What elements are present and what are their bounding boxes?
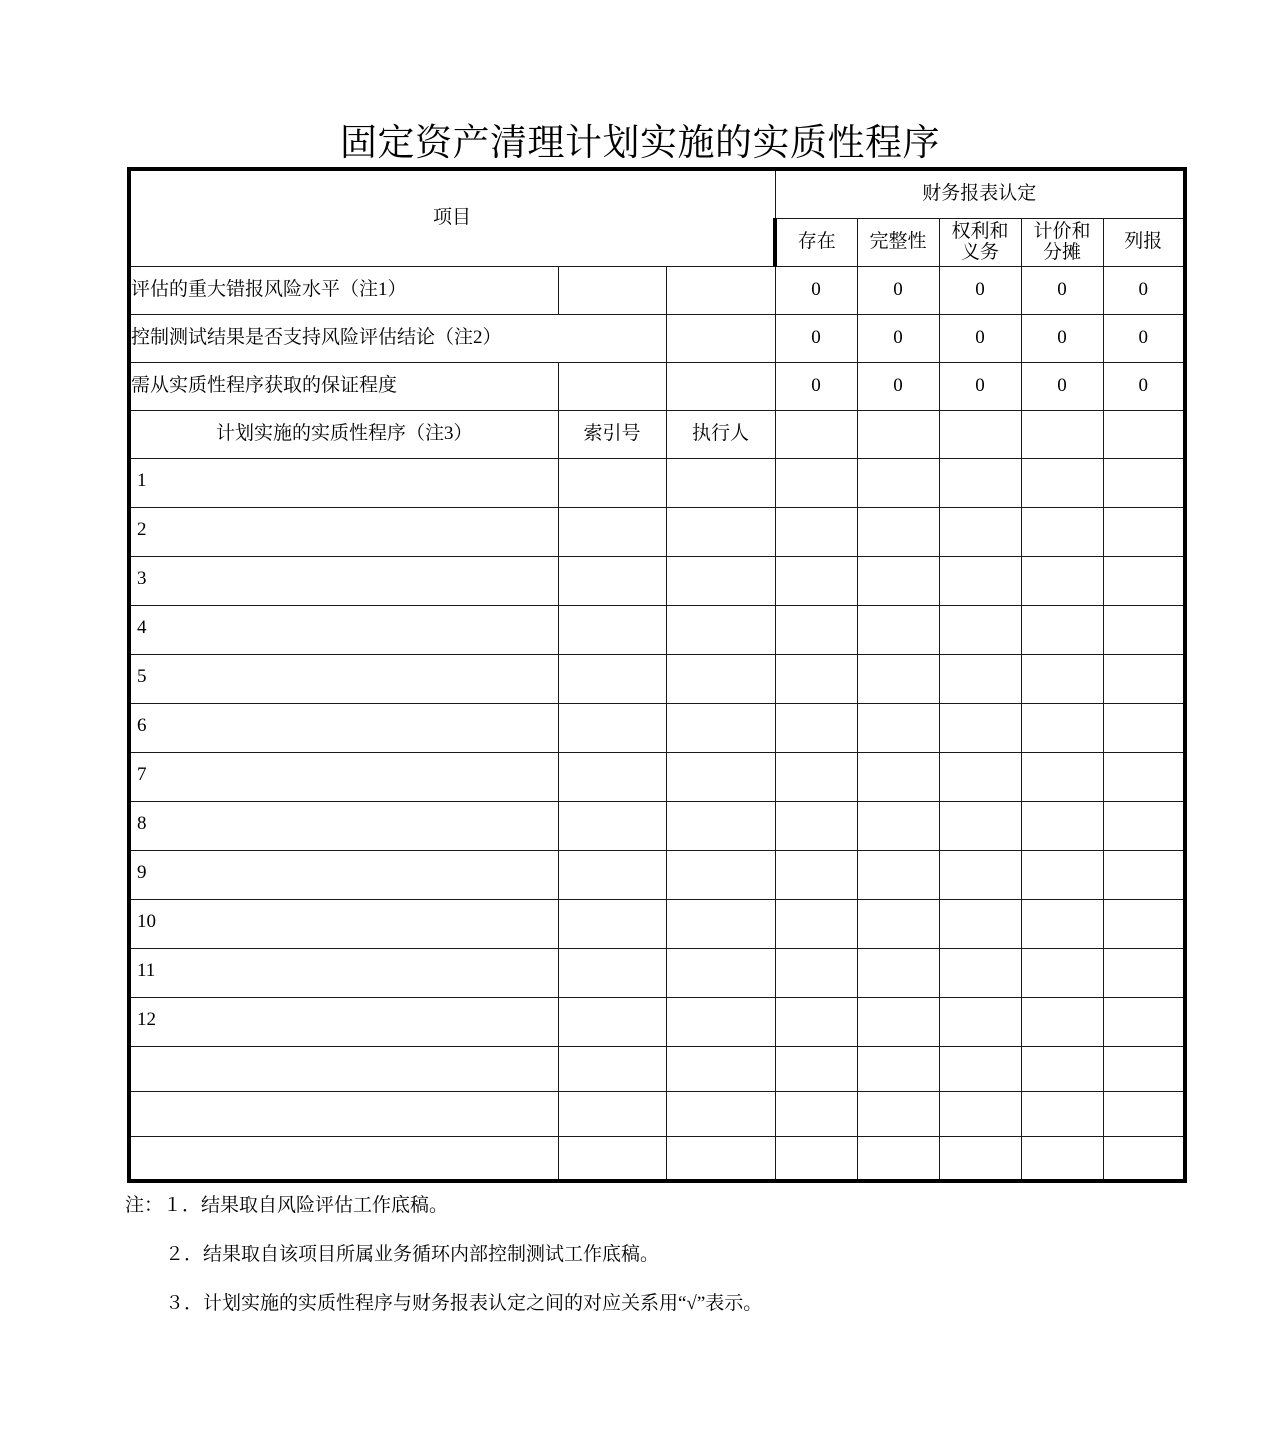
procedure-number: 7 xyxy=(137,764,147,785)
procedure-mark-completeness[interactable] xyxy=(857,801,939,850)
procedure-mark-completeness[interactable] xyxy=(857,850,939,899)
procedure-mark-completeness[interactable] xyxy=(857,1136,939,1181)
table-row xyxy=(129,801,1185,850)
procedure-mark-presentation[interactable] xyxy=(1103,556,1185,605)
procedure-mark-rights-obligations[interactable] xyxy=(939,458,1021,507)
procedure-number xyxy=(131,1156,558,1160)
procedure-mark-existence[interactable] xyxy=(775,1136,857,1181)
procedure-index-cell[interactable] xyxy=(558,1091,666,1136)
procedure-mark-rights-obligations[interactable] xyxy=(939,948,1021,997)
procedure-number-cell[interactable] xyxy=(129,801,558,850)
procedure-mark-rights-obligations[interactable] xyxy=(939,654,1021,703)
procedure-index-cell[interactable] xyxy=(558,1136,666,1181)
note-1: 注：１．结果取自风险评估工作底稿。 xyxy=(125,1195,449,1216)
procedure-mark-completeness[interactable] xyxy=(857,605,939,654)
procedure-mark-valuation-allocation[interactable] xyxy=(1021,752,1103,801)
control-test-result-value-rights-obligations[interactable]: 0 xyxy=(939,314,1021,362)
procedure-mark-rights-obligations[interactable] xyxy=(939,1091,1021,1136)
procedure-index-cell[interactable] xyxy=(558,997,666,1046)
procedure-number xyxy=(131,1067,558,1071)
procedure-number-cell[interactable] xyxy=(129,654,558,703)
procedure-index-cell[interactable] xyxy=(558,948,666,997)
procedure-mark-existence[interactable] xyxy=(775,1046,857,1091)
procedure-mark-valuation-allocation[interactable] xyxy=(1021,654,1103,703)
table-body xyxy=(129,169,1185,1181)
assurance-level-label: 需从实质性程序获取的保证程度 xyxy=(129,362,558,410)
table-row xyxy=(129,458,1185,507)
procedure-mark-existence[interactable] xyxy=(775,507,857,556)
procedure-executor-cell[interactable] xyxy=(666,997,775,1046)
procedure-mark-completeness[interactable] xyxy=(857,752,939,801)
header-assertion-rights-obligations xyxy=(939,218,1021,266)
header-assertion-valuation-allocation-line1: 计价和 xyxy=(1033,221,1091,242)
procedure-mark-valuation-allocation[interactable] xyxy=(1021,605,1103,654)
procedure-mark-rights-obligations[interactable] xyxy=(939,1136,1021,1181)
procedure-executor-cell[interactable] xyxy=(666,654,775,703)
procedure-header-label: 计划实施的实质性程序（注3） xyxy=(129,410,558,458)
table-row xyxy=(129,605,1185,654)
procedure-executor-cell[interactable] xyxy=(666,948,775,997)
assurance-level-value-valuation-allocation[interactable]: 0 xyxy=(1021,362,1103,410)
control-test-result-executor-cell[interactable] xyxy=(666,314,775,362)
procedure-mark-existence[interactable] xyxy=(775,948,857,997)
procedure-mark-valuation-allocation[interactable] xyxy=(1021,997,1103,1046)
procedure-mark-completeness[interactable] xyxy=(857,1091,939,1136)
risk-level-value-valuation-allocation[interactable]: 0 xyxy=(1021,266,1103,314)
procedure-mark-existence[interactable] xyxy=(775,605,857,654)
procedure-header-index: 索引号 xyxy=(558,410,666,458)
procedure-mark-rights-obligations[interactable] xyxy=(939,997,1021,1046)
procedure-number-cell[interactable] xyxy=(129,507,558,556)
procedure-mark-existence[interactable] xyxy=(775,801,857,850)
procedure-index-cell[interactable] xyxy=(558,850,666,899)
procedure-number: 6 xyxy=(137,715,147,736)
procedure-index-cell[interactable] xyxy=(558,605,666,654)
procedure-number-cell[interactable] xyxy=(129,703,558,752)
procedure-header-executor: 执行人 xyxy=(666,410,775,458)
risk-level-value-rights-obligations[interactable]: 0 xyxy=(939,266,1021,314)
procedure-mark-rights-obligations[interactable] xyxy=(939,556,1021,605)
control-test-result-value-completeness[interactable]: 0 xyxy=(857,314,939,362)
procedure-mark-valuation-allocation[interactable] xyxy=(1021,703,1103,752)
procedure-mark-rights-obligations[interactable] xyxy=(939,1046,1021,1091)
assurance-level-value-existence[interactable]: 0 xyxy=(775,362,857,410)
procedure-mark-rights-obligations[interactable] xyxy=(939,801,1021,850)
table-row xyxy=(129,997,1185,1046)
procedure-mark-rights-obligations[interactable] xyxy=(939,850,1021,899)
procedure-number-cell[interactable] xyxy=(129,1136,558,1181)
procedure-header-blank-valuation-allocation xyxy=(1021,410,1103,458)
header-item: 项目 xyxy=(129,169,775,266)
header-assertion-rights-obligations-line2: 义务 xyxy=(961,242,1000,263)
control-test-result-value-presentation[interactable]: 0 xyxy=(1103,314,1185,362)
procedure-mark-completeness[interactable] xyxy=(857,1046,939,1091)
table-row xyxy=(129,1046,1185,1091)
risk-level-value-presentation[interactable]: 0 xyxy=(1103,266,1185,314)
procedure-mark-presentation[interactable] xyxy=(1103,458,1185,507)
table-row xyxy=(129,899,1185,948)
procedure-number: 1 xyxy=(137,470,147,491)
table-row xyxy=(129,752,1185,801)
procedure-mark-completeness[interactable] xyxy=(857,556,939,605)
procedure-mark-valuation-allocation[interactable] xyxy=(1021,948,1103,997)
procedure-mark-valuation-allocation[interactable] xyxy=(1021,1136,1103,1181)
procedure-mark-existence[interactable] xyxy=(775,850,857,899)
procedure-mark-presentation[interactable] xyxy=(1103,605,1185,654)
procedure-mark-existence[interactable] xyxy=(775,458,857,507)
procedure-mark-presentation[interactable] xyxy=(1103,997,1185,1046)
header-assertion-completeness: 完整性 xyxy=(857,218,939,266)
risk-level-value-completeness[interactable]: 0 xyxy=(857,266,939,314)
header-assertion-valuation-allocation xyxy=(1021,218,1103,266)
procedure-mark-valuation-allocation[interactable] xyxy=(1021,507,1103,556)
procedure-executor-cell[interactable] xyxy=(666,1136,775,1181)
assurance-level-executor-cell[interactable] xyxy=(666,362,775,410)
table-row xyxy=(129,654,1185,703)
procedure-index-cell[interactable] xyxy=(558,654,666,703)
procedure-mark-completeness[interactable] xyxy=(857,899,939,948)
procedure-mark-valuation-allocation[interactable] xyxy=(1021,899,1103,948)
table-row-control-test-result xyxy=(129,314,1185,362)
procedure-mark-valuation-allocation[interactable] xyxy=(1021,1046,1103,1091)
procedure-mark-presentation[interactable] xyxy=(1103,703,1185,752)
assurance-level-value-presentation[interactable]: 0 xyxy=(1103,362,1185,410)
procedure-number-cell[interactable] xyxy=(129,458,558,507)
procedure-mark-presentation[interactable] xyxy=(1103,850,1185,899)
procedure-number-cell[interactable] xyxy=(129,948,558,997)
procedure-header-blank-existence xyxy=(775,410,857,458)
procedure-mark-rights-obligations[interactable] xyxy=(939,899,1021,948)
procedure-index-cell[interactable] xyxy=(558,458,666,507)
procedure-executor-cell[interactable] xyxy=(666,752,775,801)
procedure-executor-cell[interactable] xyxy=(666,507,775,556)
procedure-number: 10 xyxy=(137,911,156,932)
table-row xyxy=(129,556,1185,605)
header-assertion-rights-obligations-line1: 权利和 xyxy=(951,221,1009,242)
procedure-mark-presentation[interactable] xyxy=(1103,899,1185,948)
procedure-mark-presentation[interactable] xyxy=(1103,948,1185,997)
procedure-index-cell[interactable] xyxy=(558,703,666,752)
procedure-executor-cell[interactable] xyxy=(666,703,775,752)
control-test-result-value-valuation-allocation[interactable]: 0 xyxy=(1021,314,1103,362)
procedure-executor-cell[interactable] xyxy=(666,1091,775,1136)
procedure-executor-cell[interactable] xyxy=(666,850,775,899)
procedure-mark-completeness[interactable] xyxy=(857,507,939,556)
risk-level-index-cell[interactable] xyxy=(558,266,666,314)
procedure-executor-cell[interactable] xyxy=(666,556,775,605)
procedure-mark-rights-obligations[interactable] xyxy=(939,507,1021,556)
procedure-mark-rights-obligations[interactable] xyxy=(939,752,1021,801)
procedure-mark-valuation-allocation[interactable] xyxy=(1021,801,1103,850)
procedure-mark-completeness[interactable] xyxy=(857,654,939,703)
procedure-mark-existence[interactable] xyxy=(775,899,857,948)
assurance-level-value-completeness[interactable]: 0 xyxy=(857,362,939,410)
procedure-mark-presentation[interactable] xyxy=(1103,1046,1185,1091)
procedure-number-cell[interactable] xyxy=(129,605,558,654)
page-title: 固定资产清理计划实施的实质性程序 xyxy=(340,121,940,170)
note-2: ２．结果取自该项目所属业务循环内部控制测试工作底稿。 xyxy=(165,1244,660,1265)
table-row-procedure-header xyxy=(129,410,1185,458)
procedure-number-cell[interactable] xyxy=(129,997,558,1046)
procedure-number: 9 xyxy=(137,862,147,883)
procedure-header-blank-presentation xyxy=(1103,410,1185,458)
table-row xyxy=(129,1136,1185,1181)
procedure-mark-rights-obligations[interactable] xyxy=(939,703,1021,752)
procedure-mark-valuation-allocation[interactable] xyxy=(1021,556,1103,605)
note-3: ３．计划实施的实质性程序与财务报表认定之间的对应关系用“√”表示。 xyxy=(165,1293,763,1314)
procedure-mark-existence[interactable] xyxy=(775,1091,857,1136)
procedure-mark-presentation[interactable] xyxy=(1103,654,1185,703)
procedure-number-cell[interactable] xyxy=(129,899,558,948)
risk-level-label: 评估的重大错报风险水平（注1） xyxy=(129,266,558,314)
procedure-number: 3 xyxy=(137,568,147,589)
header-assertion-presentation: 列报 xyxy=(1103,218,1185,266)
procedure-number-cell[interactable] xyxy=(129,556,558,605)
procedure-mark-existence[interactable] xyxy=(775,556,857,605)
table-row xyxy=(129,948,1185,997)
procedure-mark-valuation-allocation[interactable] xyxy=(1021,850,1103,899)
assurance-level-index-cell[interactable] xyxy=(558,362,666,410)
procedure-mark-existence[interactable] xyxy=(775,752,857,801)
procedure-number xyxy=(131,1112,558,1116)
procedure-mark-rights-obligations[interactable] xyxy=(939,605,1021,654)
procedure-executor-cell[interactable] xyxy=(666,605,775,654)
procedure-mark-presentation[interactable] xyxy=(1103,1136,1185,1181)
procedure-mark-presentation[interactable] xyxy=(1103,752,1185,801)
procedure-number-cell[interactable] xyxy=(129,1046,558,1091)
procedure-mark-existence[interactable] xyxy=(775,654,857,703)
procedure-mark-presentation[interactable] xyxy=(1103,801,1185,850)
procedure-mark-completeness[interactable] xyxy=(857,948,939,997)
procedure-number: 2 xyxy=(137,519,147,540)
procedure-number-cell[interactable] xyxy=(129,752,558,801)
notes-section xyxy=(125,1196,1175,1343)
table-row xyxy=(129,850,1185,899)
procedure-index-cell[interactable] xyxy=(558,556,666,605)
procedure-mark-valuation-allocation[interactable] xyxy=(1021,458,1103,507)
procedure-executor-cell[interactable] xyxy=(666,899,775,948)
control-test-result-value-existence[interactable]: 0 xyxy=(775,314,857,362)
table-row-assurance-level xyxy=(129,362,1185,410)
table-row-risk-level xyxy=(129,266,1185,314)
header-assertion-existence: 存在 xyxy=(775,218,857,266)
procedure-number: 4 xyxy=(137,617,147,638)
risk-level-executor-cell[interactable] xyxy=(666,266,775,314)
risk-level-value-existence[interactable]: 0 xyxy=(775,266,857,314)
procedure-index-cell[interactable] xyxy=(558,899,666,948)
procedure-index-cell[interactable] xyxy=(558,752,666,801)
procedure-mark-existence[interactable] xyxy=(775,703,857,752)
procedure-index-cell[interactable] xyxy=(558,801,666,850)
procedure-number: 12 xyxy=(137,1009,156,1030)
table-header-row-group xyxy=(129,169,1185,218)
procedure-mark-presentation[interactable] xyxy=(1103,507,1185,556)
procedure-mark-presentation[interactable] xyxy=(1103,1091,1185,1136)
procedure-index-cell[interactable] xyxy=(558,1046,666,1091)
procedure-index-cell[interactable] xyxy=(558,507,666,556)
header-assertions-group: 财务报表认定 xyxy=(775,169,1185,218)
procedure-executor-cell[interactable] xyxy=(666,1046,775,1091)
procedure-mark-valuation-allocation[interactable] xyxy=(1021,1091,1103,1136)
substantive-procedures-table xyxy=(127,167,1187,1183)
procedure-executor-cell[interactable] xyxy=(666,801,775,850)
table-row xyxy=(129,1091,1185,1136)
procedure-number-cell[interactable] xyxy=(129,1091,558,1136)
table-row xyxy=(129,507,1185,556)
procedure-mark-completeness[interactable] xyxy=(857,703,939,752)
procedure-mark-completeness[interactable] xyxy=(857,458,939,507)
control-test-result-label: 控制测试结果是否支持风险评估结论（注2） xyxy=(129,314,666,362)
procedure-header-blank-completeness xyxy=(857,410,939,458)
assurance-level-value-rights-obligations[interactable]: 0 xyxy=(939,362,1021,410)
procedure-number: 11 xyxy=(137,960,156,981)
table-row xyxy=(129,703,1185,752)
procedure-number-cell[interactable] xyxy=(129,850,558,899)
procedure-header-blank-rights-obligations xyxy=(939,410,1021,458)
procedure-number: 8 xyxy=(137,813,147,834)
procedure-number: 5 xyxy=(137,666,147,687)
header-assertion-valuation-allocation-line2: 分摊 xyxy=(1043,242,1082,263)
procedure-mark-existence[interactable] xyxy=(775,997,857,1046)
procedure-executor-cell[interactable] xyxy=(666,458,775,507)
procedure-mark-completeness[interactable] xyxy=(857,997,939,1046)
